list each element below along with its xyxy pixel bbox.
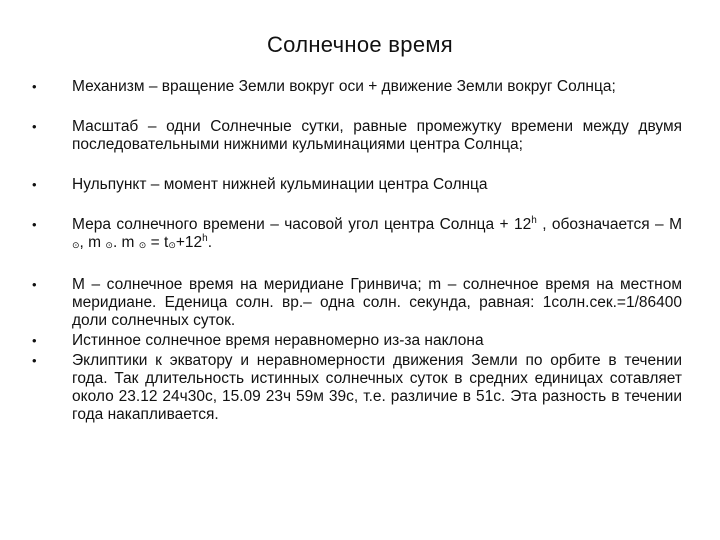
bullet-icon: •: [32, 353, 37, 368]
bullet-icon: •: [32, 79, 37, 94]
bullet-item-scale: [32, 118, 682, 154]
bullet-icon: •: [32, 217, 37, 232]
sun-symbol-icon: ⊙: [168, 240, 176, 250]
sun-symbol-icon: ⊙: [138, 240, 147, 250]
sun-symbol-icon: ⊙: [105, 240, 113, 250]
bullet-icon: •: [32, 119, 37, 134]
bullet-text: Механизм – вращение Земли вокруг оси + движение Земли вокруг Солнца;: [72, 78, 616, 95]
bullet-item-measure: [32, 216, 682, 254]
bullet-item-greenwich: [32, 276, 682, 330]
bullet-icon: •: [32, 277, 37, 292]
bullet-icon: •: [32, 333, 37, 348]
bullet-text: M – солнечное время на меридиане Гринвича; m – солнечное время на местном меридиане. Еденица солн. вр.– одна солн. секунда, равная: 1солн.сек.=1/86400 доли солнечных суток.: [72, 276, 682, 329]
bullet-icon: •: [32, 177, 37, 192]
bullet-item-mechanism: [32, 78, 682, 96]
bullet-text: Мера солнечного времени – часовой угол центра Солнца + $12^h$ , обозначается – М ⊙, m ⊙. m ⊙ = $t⊙+12^h$.: [72, 214, 682, 251]
bullet-text: Истинное солнечное время неравномерно из-за наклона: [72, 332, 484, 349]
bullet-text: Нульпункт – момент нижней кульминации центра Солнца: [72, 176, 488, 193]
sun-symbol-icon: ⊙: [72, 240, 80, 250]
slide-title: Солнечное время: [266, 32, 454, 57]
bullet-item-ecliptic: [32, 352, 682, 424]
bullet-item-nullpoint: [32, 176, 682, 194]
bullet-item-true-solar: [32, 332, 682, 350]
bullet-text: Масштаб – одни Солнечные сутки, равные промежутку времени между двумя последовательными нижними кульминациями центра Солнца;: [72, 118, 682, 153]
bullet-list: [32, 78, 682, 424]
bullet-text: Эклиптики к экватору и неравномерности движения Земли по орбите в течении года. Так длительность истинных солнечных суток в средних единицах сотавляет около 23.12 24ч30с, 15.09 23ч 59м 39с, т.е. различие в 51с. Эта разность в течении года накапливается.: [72, 352, 682, 423]
